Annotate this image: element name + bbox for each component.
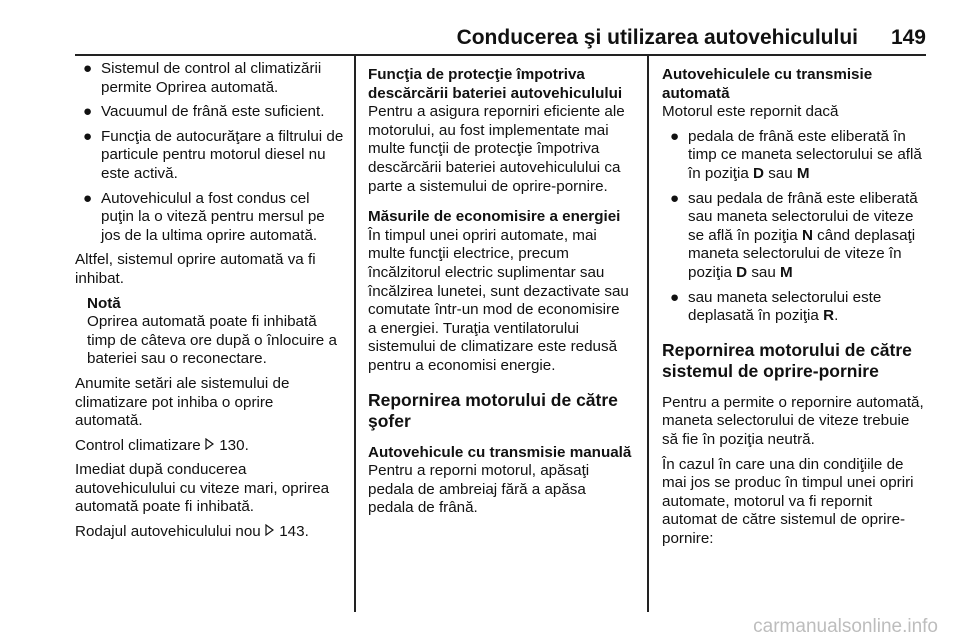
list-item: ● Sistemul de control al climatizării permite Oprirea automată.: [83, 60, 322, 96]
paragraph: Control climatizare 130.: [75, 436, 249, 454]
paragraph: Pentru a reporni motorul, apăsaţi pedala de ambreiaj fără a apăsa pedala de frână.: [368, 462, 590, 517]
list-item: ● Autovehiculul a fost condus cel puţin la o viteză pentru mersul pe jos de la ultima oprire automată.: [83, 189, 325, 244]
page-reference[interactable]: 130.: [219, 436, 249, 454]
column-1: [75, 60, 345, 548]
page-number: 149: [890, 26, 926, 49]
note-box: [87, 295, 345, 369]
subheading: Funcţia de protecţie împotriva descărcării bateriei autovehiculului: [368, 66, 623, 102]
list-item: ● pedala de frână este eliberată în timp ce maneta selectorului se află în poziţia D sau M: [670, 127, 922, 182]
paragraph: Pentru a asigura reporniri eficiente ale motorului, au fost implementate mai multe funcţii de protecţie împotriva descărcării bateriei autovehiculului ca parte a sistemului de oprire-pornire.: [368, 103, 625, 195]
subheading: Autovehiculele cu transmisie automată: [662, 66, 873, 102]
paragraph: Motorul este repornit dacă: [662, 103, 839, 121]
running-title: Conducerea şi utilizarea autovehiculului: [456, 26, 858, 49]
page-reference[interactable]: 143.: [279, 523, 309, 541]
page-ref-arrow-icon: [205, 437, 215, 456]
list-item: ● Funcţia de autocurăţare a filtrului de particule pentru motorul diesel nu este activă.: [83, 127, 344, 182]
list-item: ● sau pedala de frână este eliberată sau maneta selectorului de viteze se află în poziţia N când deplasaţi maneta selectorului de viteze în poziţia D sau M: [670, 189, 918, 281]
page-header: [75, 0, 926, 56]
header-rule: [75, 54, 926, 56]
subheading: Autovehicule cu transmisie manuală: [368, 443, 632, 461]
bullet-icon: ●: [83, 189, 93, 207]
list-item: ● Vacuumul de frână este suficient.: [83, 103, 325, 121]
paragraph: Rodajul autovehiculului nou 143.: [75, 523, 309, 541]
page-ref-arrow-icon: [265, 523, 275, 542]
paragraph: Anumite setări ale sistemului de climatizare pot inhiba o oprire automată.: [75, 374, 290, 430]
note-text: Oprirea automată poate fi inhibată timp de câteva ore după o înlocuire a bateriei sau o reconectare.: [87, 313, 337, 368]
subheading: Măsurile de economisire a energiei: [368, 208, 621, 226]
bullet-icon: ●: [670, 288, 680, 306]
column-3: [662, 60, 928, 554]
paragraph: În timpul unei opriri automate, mai multe funcţii electrice, precum încălzitorul electric suplimentar sau încălzirea lunetei, sunt dezactivate sau comutate într-un mod de economisire a energiei. Turaţia ventilatorului sistemului de climatizare este redusă pentru a economisi energie.: [368, 226, 629, 374]
column-divider-1: [354, 56, 356, 612]
bullet-icon: ●: [83, 103, 93, 121]
bullet-icon: ●: [670, 127, 680, 145]
paragraph: Altfel, sistemul oprire automată va fi inhibat.: [75, 251, 316, 287]
note-title: Notă: [87, 294, 121, 312]
section-heading: Repornirea motorului de către sistemul de oprire-pornire: [662, 339, 912, 381]
paragraph: În cazul în care una din condiţiile de mai jos se produc în timpul unei opriri automate, motorul va fi repornit automat de către sistemul de oprire-pornire:: [662, 455, 914, 547]
bullet-icon: ●: [670, 189, 680, 207]
section-heading: Repornirea motorului de către şofer: [368, 389, 618, 431]
column-divider-2: [647, 56, 649, 612]
paragraph: Imediat după conducerea autovehiculului cu viteze mari, oprirea automată poate fi inhibată.: [75, 461, 330, 516]
bullet-icon: ●: [83, 60, 93, 77]
watermark: carmanualsonline.info: [753, 616, 938, 637]
list-item: ● sau maneta selectorului este deplasată în poziţia R.: [670, 288, 882, 325]
paragraph: Pentru a permite o repornire automată, maneta selectorului de viteze trebuie să fie în poziţia neutră.: [662, 393, 924, 448]
column-2: [368, 60, 632, 524]
bullet-icon: ●: [83, 127, 93, 145]
